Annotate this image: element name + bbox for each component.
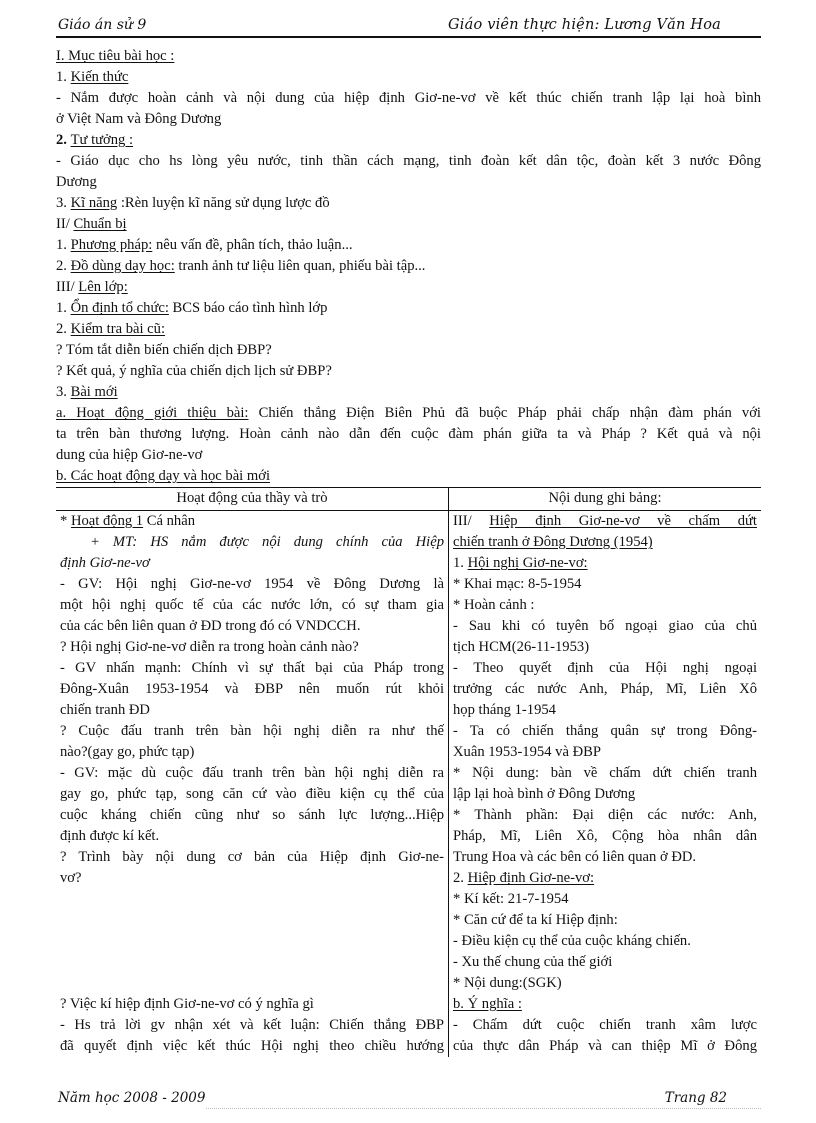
item-new-lesson [56,382,761,403]
paragraph-line: ở Việt Nam và Đông Dương [56,111,222,127]
content-title [453,511,757,532]
section-title: Chuẩn bị [73,216,127,232]
item-number: 1. [453,555,468,571]
content-line: - Sau khi có tuyên bố ngoại giao của chủ [453,618,757,634]
section-class [56,277,761,298]
spacer [60,910,444,931]
col-header-activities: Hoạt động của thầy và trò [56,488,449,511]
content-line: * Thành phần: Đại diện các nước: Anh, [453,807,757,823]
lesson-table [56,487,761,1057]
content-subheading: b. Ý nghĩa : [453,996,522,1012]
footer-page-number: Trang 82 [664,1090,727,1106]
subsection-title: Tư tưởng : [70,132,134,148]
question-line: ? Tóm tắt diễn biến chiến dịch ĐBP? [56,342,272,358]
text-line: một hội nghị quốc tế của các nước lớn, có sự tham gia [60,597,444,613]
content-line: trưởng các nước Anh, Pháp, Mĩ, Liên Xô [453,681,757,697]
intro-line [56,403,761,424]
spacer [60,973,444,994]
content-line: Xuân 1953-1954 và ĐBP [453,744,601,760]
paragraph-line: dung của hiệp Giơ-ne-vơ [56,447,203,463]
subsection-knowledge [56,67,761,88]
left-cell [56,511,449,1058]
header-teacher: Giáo viên thực hiện: Lương Văn Hoa [448,17,721,33]
text-line: Đông-Xuân 1953-1954 và ĐBP nên muốn rút khỏi [60,681,444,697]
text-line: chiến tranh ĐD [60,702,150,718]
item-review [56,319,761,340]
content-line: - Chấm dứt cuộc chiến tranh xâm lược [453,1017,757,1033]
item-materials [56,256,761,277]
content-line: - Ta có chiến thắng quân sự trong Đông- [453,723,757,739]
content-heading: chiến tranh ở Đông Dương (1954) [453,534,653,550]
paragraph-text: tranh ảnh tư liệu liên quan, phiếu bài tập... [174,258,426,274]
item-label: Phương pháp: [70,237,153,253]
text-line: của các bên liên quan ở ĐD trong đó có VNDCCH. [60,618,361,634]
content-line: * Nội dung:(SGK) [453,975,562,991]
content-heading: Hiệp định Giơ-ne-vơ về chấm dứt [489,513,757,529]
question-line: nào?(gay go, phức tạp) [60,744,195,760]
content-line: - Điều kiện cụ thể của cuộc kháng chiến. [453,933,691,949]
objective-line: định Giơ-ne-vơ [60,555,150,571]
paragraph-text: BCS báo cáo tình hình lớp [168,300,328,316]
spacer [60,931,444,952]
paragraph-line: Dương [56,174,97,190]
header-subject: Giáo án sử 9 [58,17,147,33]
content-line: * Nội dung: bàn về chấm dứt chiến tranh [453,765,757,781]
spacer [60,889,444,910]
content-line: - Xu thế chung của thế giới [453,954,613,970]
item-method [56,235,761,256]
content-line: lập lại hoà bình ở Đông Dương [453,786,636,802]
content-line: Pháp, Mĩ, Liên Xô, Cộng hòa nhân dân [453,828,757,844]
objective-line: + MT: HS nắm được nội dung chính của Hiệp [90,534,444,550]
question-line: ? Kết quả, ý nghĩa của chiến dịch lịch sử ĐBP? [56,363,332,379]
section-objectives [56,46,761,67]
question-line: ? Cuộc đấu tranh trên bàn hội nghị diễn ra như thế [60,723,444,739]
question-line: vơ? [60,870,82,886]
content-line: * Kí kết: 21-7-1954 [453,891,569,907]
section-preparation [56,214,761,235]
item-number: II/ [56,216,74,232]
item-label: Ổn định tổ chức: [70,300,169,316]
content-line: * Hoàn cảnh : [453,597,535,613]
item-number: 2. [56,258,71,274]
paragraph-text: nêu vấn đề, phân tích, thảo luận... [152,237,353,253]
bullet: * [60,513,71,529]
table-header-row [56,488,761,511]
subsection-title: Kĩ năng [70,195,118,211]
content-sub [453,868,757,889]
item-label: a. Hoạt động giới thiệu bài: [56,405,249,421]
text-line: - GV nhấn mạnh: Chính vì sự thất bại của Pháp trong [60,660,444,676]
page-header [56,8,761,38]
paragraph-text: :Rèn luyện kĩ năng sử dụng lược đồ [117,195,330,211]
item-label: b. Các hoạt động dạy và học bài mới [56,468,271,484]
text-line: gay go, phức tạp, song căn cứ vào điều kiện cụ thể của [60,786,444,802]
section-title: I. Mục tiêu bài học : [56,48,175,64]
paragraph-line: - Nắm được hoàn cảnh và nội dung của hiệp định Giơ-ne-vơ về kết thúc chiến tranh lập lại hoà bình [56,90,761,106]
activity-title [60,511,444,532]
content-line: * Khai mạc: 8-5-1954 [453,576,582,592]
footer-school-year: Năm học 2008 - 2009 [58,1090,206,1106]
item-organize [56,298,761,319]
text-line: định được kí kết. [60,828,160,844]
activity-type: Cá nhân [143,513,195,529]
content-line: họp tháng 1-1954 [453,702,556,718]
item-label: Đồ dùng dạy học: [70,258,175,274]
subsection-attitude [56,130,761,151]
text-line: - Hs trả lời gv nhận xét và kết luận: Chiến thắng ĐBP [60,1017,444,1033]
content-line: * Căn cứ để ta kí Hiệp định: [453,912,618,928]
item-number: 3. [56,384,71,400]
question-line: ? Việc kí hiệp định Giơ-ne-vơ có ý nghĩa gì [60,996,314,1012]
content-line: Trung Hoa và các bên có liên quan ở ĐD. [453,849,697,865]
content-line: - Theo quyết định của Hội nghị ngoại [453,660,757,676]
content-line: tịch HCM(26-11-1953) [453,639,590,655]
question-line: ? Trình bày nội dung cơ bản của Hiệp định Giơ-ne- [60,849,444,865]
content-subheading: Hội nghị Giơ-ne-vơ: [467,555,588,571]
item-number: 3. [56,195,71,211]
item-activities [56,466,761,487]
content-title-cont [453,532,757,553]
col-header-content: Nội dung ghi bảng: [449,488,762,511]
item-number: 1. [56,300,71,316]
content-sub [453,553,757,574]
subsection-skill [56,193,761,214]
content-sub [453,994,757,1015]
item-number: 1. [56,69,71,85]
text-line: đã quyết định việc kết thúc Hội nghị theo chiều hướng [60,1038,444,1054]
right-cell [449,511,762,1058]
item-number: III/ [453,513,490,529]
item-number: 2. [56,132,71,148]
paragraph-text: Chiến thắng Điện Biên Phủ đã buộc Pháp phải chấp nhận đàm phán với [248,405,761,421]
item-number: 1. [56,237,71,253]
item-number: III/ [56,279,79,295]
text-line: - GV: Hội nghị Giơ-ne-vơ 1954 về Đông Dương là [60,576,444,592]
document-body [56,46,761,1057]
spacer [60,952,444,973]
content-subheading: Hiệp định Giơ-ne-vơ: [467,870,595,886]
item-label: Bài mới [70,384,118,400]
content-line: của thực dân Pháp và can thiệp Mĩ ở Đông [453,1038,757,1054]
item-label: Kiểm tra bài cũ: [70,321,166,337]
text-line: - GV: mặc dù cuộc đấu tranh trên bàn hội nghị diễn ra [60,765,444,781]
section-title: Lên lớp: [78,279,128,295]
item-number: 2. [56,321,71,337]
table-row [56,511,761,1058]
item-number: 2. [453,870,468,886]
subsection-title: Kiến thức [70,69,129,85]
paragraph-line: ta trên bàn thương lượng. Hoàn cảnh nào dẫn đến cuộc đàm phán giữa ta và Pháp ? Kết quả và nội [56,426,761,442]
text-line: cuộc kháng chiến cũng như so sánh lực lượng...Hiệp [60,807,444,823]
activity-label: Hoạt động 1 [70,513,144,529]
question-line: ? Hội nghị Giơ-ne-vơ diễn ra trong hoàn cảnh nào? [60,639,359,655]
paragraph-line: - Giáo dục cho hs lòng yêu nước, tinh thần cách mạng, tinh đoàn kết dân tộc, đoàn kết 3 nước Đông [56,153,761,169]
footer-dotted-rule [206,1108,761,1109]
